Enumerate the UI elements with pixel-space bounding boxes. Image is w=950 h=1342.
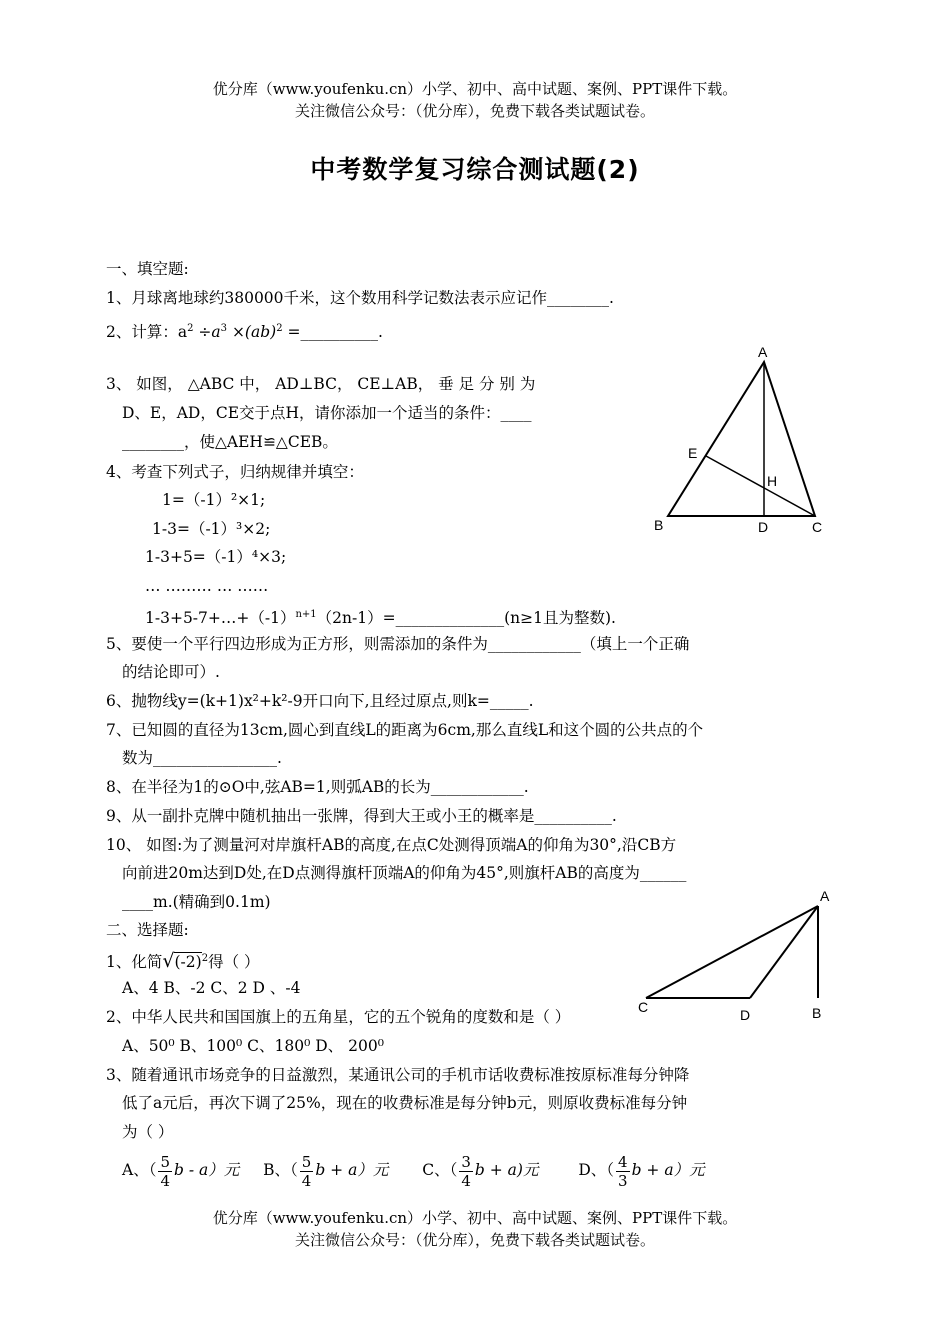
footer-line-2: 关注微信公众号：（优分库），免费下载各类试题试卷。 — [294, 1231, 655, 1249]
triangle-abc — [668, 362, 815, 516]
label-c: C — [812, 519, 823, 535]
question-7-line-1: 7、已知圆的直径为13cm,圆心到直线L的距离为6cm,那么直线L和这个圆的公共点的个 — [106, 721, 704, 739]
choice-1: 1、化简$√(-2)^2$得（ ） — [106, 950, 260, 973]
question-10-line-2: 向前进20m达到D处,在D点测得旗杆顶端A的仰角为45°,则旗杆AB的高度为______ — [122, 864, 687, 882]
page-footer — [0, 1207, 950, 1251]
question-7-line-2: 数为________________. — [122, 749, 282, 767]
question-1: 1、月球离地球约380000千米，这个数用科学记数法表示应记作________. — [106, 289, 614, 307]
choice-1-options: A、4 B、-2 C、2 D 、-4 — [122, 979, 301, 997]
header-line-1: 优分库（www.youfenku.cn）小学、初中、高中试题、案例、PPT课件下载。 — [212, 80, 738, 98]
choice-3-option-b: B、（ $\frac{5}{4}$ b + a）元 — [263, 1152, 389, 1190]
choice-2: 2、中华人民共和国国旗上的五角星，它的五个锐角的度数和是（ ） — [106, 1008, 571, 1026]
question-10-line-3: ____m.(精确到0.1m) — [122, 893, 271, 911]
footer-line-1: 优分库（www.youfenku.cn）小学、初中、高中试题、案例、PPT课件下载。 — [212, 1209, 738, 1227]
choice-3-option-a: A、（ $\frac{5}{4}$ b - a）元 — [122, 1152, 240, 1190]
choice-3-line-1: 3、随着通讯市场竞争的日益激烈，某通讯公司的手机市话收费标准按原标准每分钟降 — [106, 1066, 690, 1084]
label-b: B — [812, 1005, 822, 1021]
label-a: A — [820, 888, 830, 904]
question-5-line-2: 的结论即可）. — [122, 663, 220, 681]
question-9: 9、从一副扑克牌中随机抽出一张牌，得到大王或小王的概率是__________. — [106, 807, 617, 825]
question-3-line-3: ________，使△AEH≌△CEB。 — [122, 433, 338, 451]
question-4-line-6: $1-3+5-7+\dots+(-1)^{n+1}(2n-1)=\_\_\_\_\_\_\_\_\_\_\_\_\_\_(n\ge 1$且为整数). — [145, 609, 616, 628]
choice-3-options — [122, 1150, 705, 1190]
label-h: H — [767, 473, 778, 489]
triangle-figure — [640, 340, 840, 540]
flagpole-figure — [630, 880, 840, 1030]
header-line-2: 关注微信公众号：（优分库），免费下载各类试题试卷。 — [294, 102, 655, 120]
question-3-line-2: D、E，AD，CE交于点H，请你添加一个适当的条件：____ — [122, 404, 532, 422]
question-4-line-4: 1-3+5=（-1）⁴×3; — [145, 548, 287, 566]
sqrt-sign: √ — [162, 950, 175, 973]
section-fill-in-heading: 一、填空题: — [106, 260, 189, 278]
question-10-line-1: 10、 如图:为了测量河对岸旗杆AB的高度,在点C处测得顶端A的仰角为30°,沿CB方 — [106, 836, 677, 854]
label-d: D — [740, 1007, 751, 1023]
page-title: 中考数学复习综合测试题(2) — [310, 155, 640, 184]
label-c: C — [638, 999, 649, 1015]
line-da — [750, 906, 818, 998]
question-6: 6、抛物线y=(k+1)x²+k²-9开口向下,且经过原点,则k=_____. — [106, 692, 534, 710]
question-5-line-1: 5、要使一个平行四边形成为正方形，则需添加的条件为____________（填上一个正确 — [106, 635, 690, 653]
question-2: 2、计算：$a^2 \div a^3 \times(ab)^2$ =__________. — [106, 323, 383, 342]
label-d: D — [758, 519, 769, 535]
section-choice-heading: 二、选择题: — [106, 921, 189, 939]
question-4-line-1: 4、考查下列式子，归纳规律并填空： — [106, 463, 364, 481]
choice-2-options: A、50⁰ B、100⁰ C、180⁰ D、 200⁰ — [122, 1037, 384, 1055]
choice-3-line-2: 低了a元后，再次下调了25%，现在的收费标准是每分钟b元，则原收费标准每分钟 — [122, 1094, 688, 1112]
page-header — [0, 78, 950, 122]
question-8: 8、在半径为1的⊙O中,弦AB=1,则弧AB的长为____________. — [106, 778, 529, 796]
question-3-line-1: 3、 如图， △ABC 中， AD⊥BC， CE⊥AB， 垂 足 分 别 为 — [106, 375, 536, 393]
choice-3-line-3: 为（ ） — [122, 1123, 174, 1141]
line-ca — [646, 906, 818, 998]
question-4-line-2: 1=（-1）²×1; — [162, 491, 266, 509]
label-e: E — [688, 445, 698, 461]
question-4-line-5: … ……… … …… — [145, 577, 269, 595]
choice-3-option-c: C、（ $\frac{3}{4}$ b + a)元 — [422, 1152, 539, 1190]
label-b: B — [654, 517, 664, 533]
choice-3-option-d: D、（ $\frac{4}{3}$ b + a）元 — [578, 1152, 705, 1190]
question-4-line-3: 1-3=（-1）³×2; — [152, 520, 271, 538]
label-a: A — [758, 344, 768, 360]
